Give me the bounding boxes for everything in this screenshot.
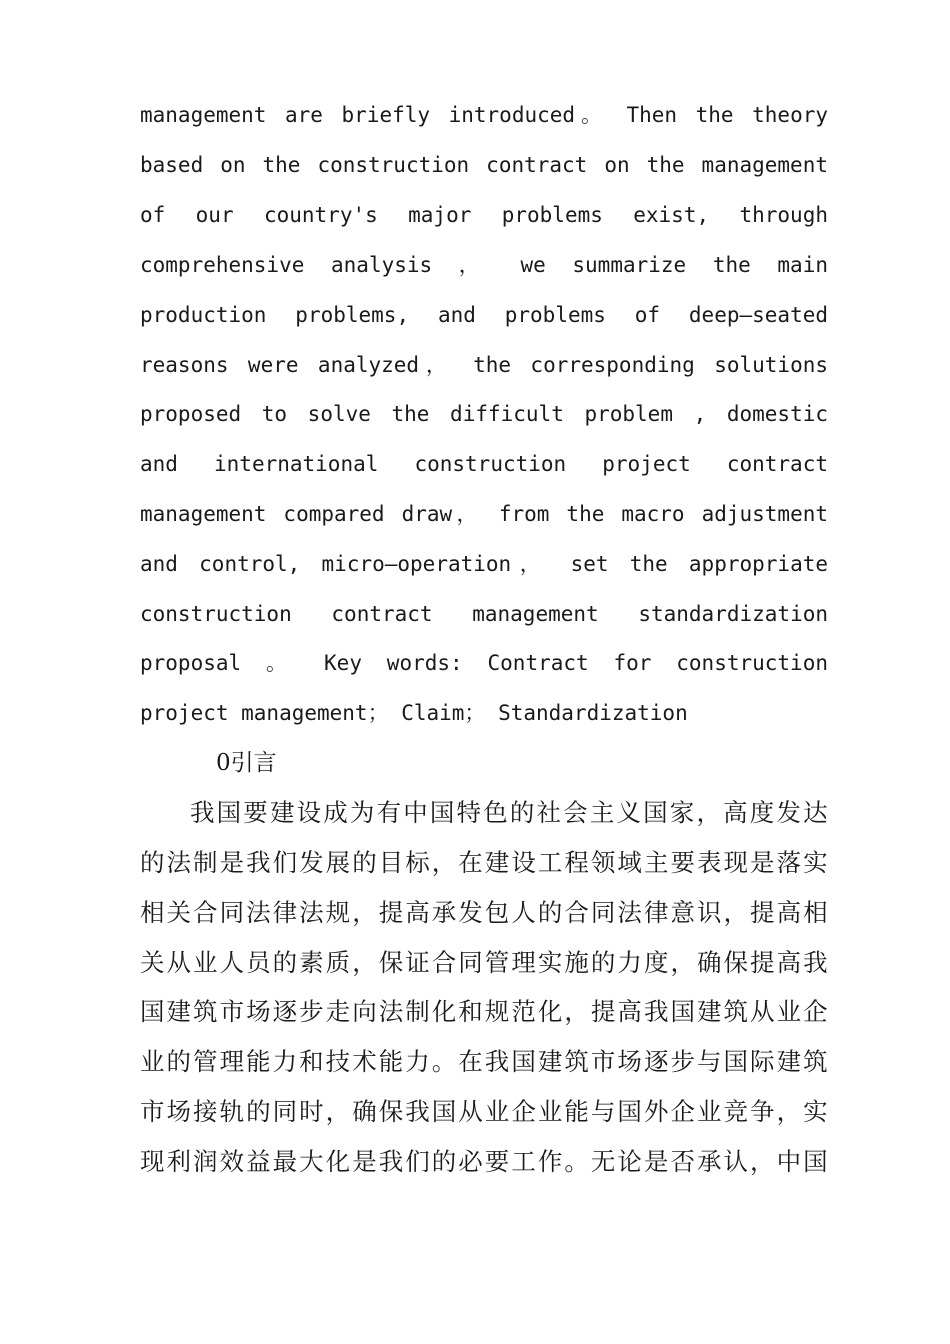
abstract-line: production problems, and problems of deep—seated xyxy=(140,303,828,327)
abstract-line: and international construction project contract xyxy=(140,452,828,476)
abstract-line: and control, micro—operation， set the appropriate xyxy=(140,552,828,576)
body-line: 我国要建设成为有中国特色的社会主义国家，高度发达 xyxy=(190,798,828,827)
body-line: 的法制是我们发展的目标，在建设工程领域主要表现是落实 xyxy=(140,848,828,877)
body-line: 市场接轨的同时，确保我国从业企业能与国外企业竞争，实 xyxy=(140,1097,828,1126)
abstract-line: reasons were analyzed， the corresponding solutions xyxy=(140,353,828,377)
abstract-line: management compared draw， from the macro adjustment xyxy=(140,502,828,526)
abstract-line: management are briefly introduced。 Then the theory xyxy=(140,103,828,127)
body-line: 业的管理能力和技术能力。在我国建筑市场逐步与国际建筑 xyxy=(140,1047,828,1076)
abstract-line: construction contract management standardization xyxy=(140,602,828,626)
abstract-line: project management； Claim； Standardization xyxy=(140,701,688,725)
abstract-line: proposal 。 Key words: Contract for construction xyxy=(140,651,828,675)
body-line: 现利润效益最大化是我们的必要工作。无论是否承认，中国 xyxy=(140,1147,828,1176)
abstract-line: based on the construction contract on the management xyxy=(140,153,828,177)
abstract-line: of our country's major problems exist, through xyxy=(140,203,828,227)
abstract-line: proposed to solve the difficult problem , domestic xyxy=(140,402,828,426)
section-heading: 0引言 xyxy=(216,750,277,776)
body-line: 关从业人员的素质，保证合同管理实施的力度，确保提高我 xyxy=(140,948,828,977)
body-line: 国建筑市场逐步走向法制化和规范化，提高我国建筑从业企 xyxy=(140,997,828,1026)
abstract-line: comprehensive analysis ， we summarize the main xyxy=(140,253,828,277)
body-line: 相关合同法律法规，提高承发包人的合同法律意识，提高相 xyxy=(140,898,828,927)
